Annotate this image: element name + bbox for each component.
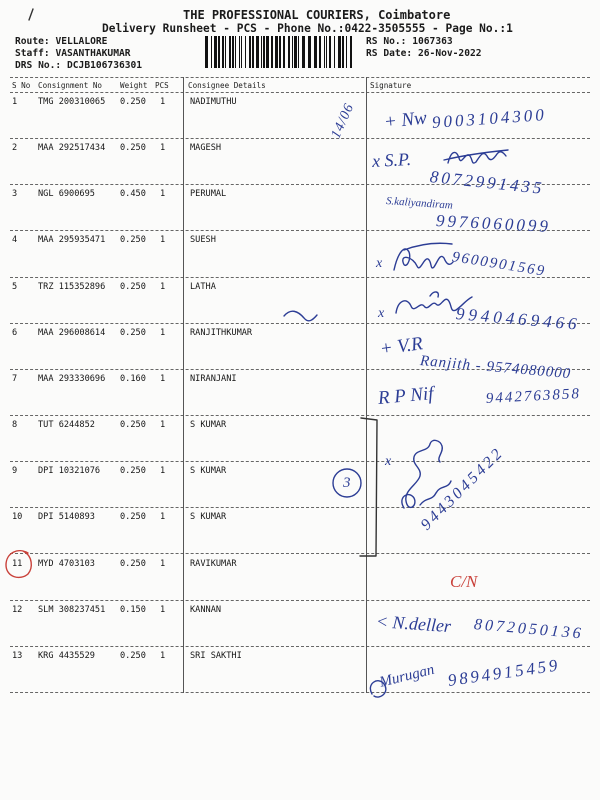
rs-date-value: 26-Nov-2022 (418, 48, 482, 59)
row-serial-number: 13 (12, 650, 23, 661)
handwritten-phone: 9976060099 (435, 211, 552, 237)
pcs-count: 1 (160, 512, 166, 523)
consignment-number: MYD 4703103 (38, 558, 95, 569)
barcode-bar (225, 36, 226, 68)
pcs-count: 1 (160, 143, 166, 154)
consignment-number: SLM 308237451 (38, 604, 106, 615)
drs-value: DCJB106736301 (67, 60, 143, 71)
rs-number-line (366, 36, 453, 47)
barcode-bar (342, 36, 344, 68)
handwritten-signature: R P Nif (377, 383, 435, 409)
runsheet-subtitle: Delivery Runsheet - PCS - Phone No.:0422-3505555 - Page No.:1 (102, 22, 513, 35)
consignee-name: S KUMAR (190, 420, 227, 431)
column-divider-signature (366, 77, 367, 693)
barcode-bar (232, 36, 234, 68)
pcs-count: 1 (160, 650, 166, 661)
weight-value: 0.250 (120, 420, 146, 431)
barcode-bar (256, 36, 259, 68)
handwritten-phone: Ranjith - 9574080000 (419, 353, 572, 383)
column-header-sno: S No (12, 81, 31, 90)
consignee-name: RANJITHKUMAR (190, 327, 253, 338)
handwritten-signature: + Nw (382, 107, 428, 133)
consignee-name: MAGESH (190, 143, 222, 154)
barcode-bar (283, 36, 285, 68)
barcode (205, 36, 358, 68)
barcode-bar (298, 36, 299, 68)
barcode-bar (249, 36, 251, 68)
consignee-name: SUESH (190, 235, 216, 246)
consignment-number: TUT 6244852 (38, 420, 95, 431)
barcode-bar (319, 36, 321, 68)
table-row (10, 462, 590, 508)
barcode-bar (239, 36, 240, 68)
barcode-bar (346, 36, 347, 68)
handwritten-phone: 9443045422 (417, 443, 508, 534)
consignee-name: RAVIKUMAR (190, 558, 237, 569)
row-serial-number: 6 (12, 327, 18, 338)
weight-value: 0.250 (120, 512, 146, 523)
handwritten-mark: x (385, 454, 392, 469)
handwritten-phone: 9442763858 (485, 386, 582, 407)
row-serial-number: 1 (12, 97, 18, 107)
barcode-bar (261, 36, 262, 68)
row-serial-number: 11 (12, 558, 23, 569)
consignee-name: KANNAN (190, 604, 222, 615)
pcs-count: 1 (160, 235, 166, 246)
pcs-count: 1 (160, 189, 166, 200)
weight-value: 0.450 (120, 189, 146, 200)
weight-value: 0.250 (120, 466, 146, 477)
barcode-bar (229, 36, 231, 68)
barcode-bar (211, 36, 212, 68)
barcode-bar (308, 36, 311, 68)
barcode-bar (235, 36, 236, 68)
weight-value: 0.250 (120, 143, 146, 154)
handwritten-mark: x (378, 306, 385, 321)
handwritten-phone: 8072991435 (429, 167, 546, 198)
staff-label: Staff: (15, 48, 50, 59)
drs-label: DRS No.: (15, 60, 62, 71)
consignment-number: MAA 293330696 (38, 373, 106, 384)
barcode-bar (334, 36, 335, 68)
column-header-consignment: Consignment No (38, 81, 103, 90)
pcs-count: 1 (160, 466, 166, 477)
barcode-bar (288, 36, 290, 68)
weight-value: 0.250 (120, 327, 146, 338)
consignee-name: S KUMAR (190, 512, 227, 523)
barcode-bar (252, 36, 254, 68)
consignee-name: NADIMUTHU (190, 97, 237, 107)
pcs-count: 1 (160, 97, 166, 107)
weight-value: 0.250 (120, 650, 146, 661)
barcode-bar (205, 36, 208, 68)
consignment-number: MAA 295935471 (38, 235, 106, 246)
barcode-bar (302, 36, 305, 68)
pcs-count: 1 (160, 604, 166, 615)
row-serial-number: 2 (12, 143, 18, 154)
barcode-bar (279, 36, 281, 68)
handwritten-signature: x S.P. (371, 148, 412, 171)
weight-value: 0.250 (120, 235, 146, 246)
handwritten-signature: < N.deller (375, 611, 452, 637)
pcs-count: 1 (160, 373, 166, 384)
barcode-bar (350, 36, 352, 68)
consignment-number: MAA 292517434 (38, 143, 106, 154)
table-top-rule (10, 77, 590, 78)
drs-number-line (15, 60, 142, 71)
barcode-bar (245, 36, 246, 68)
row-serial-number: 5 (12, 281, 18, 292)
pcs-count: 1 (160, 327, 166, 338)
barcode-bar (263, 36, 265, 68)
barcode-bar (218, 36, 220, 68)
consignee-name: S KUMAR (190, 466, 227, 477)
handwritten-signature: S.kaliyandiram (385, 195, 454, 212)
barcode-bar (326, 36, 327, 68)
barcode-bar (214, 36, 217, 68)
barcode-bar (266, 36, 269, 68)
rs-date-label: RS Date: (366, 48, 413, 59)
weight-value: 0.160 (120, 373, 146, 384)
barcode-bar (329, 36, 331, 68)
rs-number-value: 1067363 (412, 36, 453, 47)
consignee-name: PERUMAL (190, 189, 227, 200)
consignment-number: TMG 200310065 (38, 97, 106, 107)
row-serial-number: 4 (12, 235, 18, 246)
handwritten-signature: Murugan (377, 661, 436, 691)
pcs-count: 1 (160, 420, 166, 431)
pcs-count: 1 (160, 558, 166, 569)
handwritten-phone: 8072050136 (473, 616, 585, 643)
row-serial-number: 7 (12, 373, 18, 384)
consignee-name: SRI SAKTHI (190, 650, 242, 661)
consignee-name: LATHA (190, 281, 216, 292)
consignment-number: DPI 10321076 (38, 466, 101, 477)
staff-value: VASANTHAKUMAR (55, 48, 131, 59)
route-value: VELLALORE (55, 36, 108, 47)
row-serial-number: 12 (12, 604, 23, 615)
staff-line (15, 48, 131, 59)
column-header-pcs: PCS (155, 81, 169, 90)
handwritten-mark: x (376, 256, 383, 271)
weight-value: 0.250 (120, 97, 146, 107)
row-serial-number: 8 (12, 420, 18, 431)
handwritten-phone: 9003104300 (431, 105, 548, 132)
table-row (10, 555, 590, 601)
consignment-number: DPI 5140893 (38, 512, 95, 523)
table-row (10, 508, 590, 554)
route-label: Route: (15, 36, 50, 47)
barcode-bar (324, 36, 325, 68)
company-title: THE PROFESSIONAL COURIERS, Coimbatore (183, 8, 451, 22)
barcode-bar (338, 36, 341, 68)
consignment-number: KRG 4435529 (38, 650, 95, 661)
barcode-bar (241, 36, 242, 68)
column-header-consignee: Consignee Details (188, 81, 266, 90)
column-header-weight: Weight (120, 81, 148, 90)
handwritten-note: 14/06 (328, 101, 358, 141)
column-divider-consignee (183, 77, 184, 693)
route-line (15, 36, 107, 47)
handwritten-phone: 9940469466 (455, 304, 582, 334)
barcode-bar (271, 36, 273, 68)
tick-mark (29, 9, 33, 20)
rs-number-label: RS No.: (366, 36, 407, 47)
rs-date-line (366, 48, 482, 59)
row-serial-number: 9 (12, 466, 18, 477)
row-serial-number: 3 (12, 189, 18, 200)
weight-value: 0.250 (120, 281, 146, 292)
barcode-bar (294, 36, 297, 68)
barcode-bar (314, 36, 317, 68)
weight-value: 0.250 (120, 558, 146, 569)
consignment-number: NGL 6900695 (38, 189, 95, 200)
row-serial-number: 10 (12, 512, 23, 523)
barcode-bar (222, 36, 224, 68)
handwritten-phone: 9894915459 (446, 655, 562, 690)
handwritten-note: C/N (450, 572, 478, 591)
weight-value: 0.150 (120, 604, 146, 615)
handwritten-signature: + V.R (378, 333, 425, 360)
barcode-bar (292, 36, 293, 68)
column-header-signature: Signature (370, 81, 412, 90)
barcode-bar (275, 36, 278, 68)
handwritten-phone: 9600901569 (450, 249, 548, 280)
consignment-number: MAA 296008614 (38, 327, 106, 338)
consignee-name: NIRANJANI (190, 373, 237, 384)
pcs-count: 1 (160, 281, 166, 292)
handwritten-count: 3 (343, 475, 351, 491)
consignment-number: TRZ 115352896 (38, 281, 106, 292)
